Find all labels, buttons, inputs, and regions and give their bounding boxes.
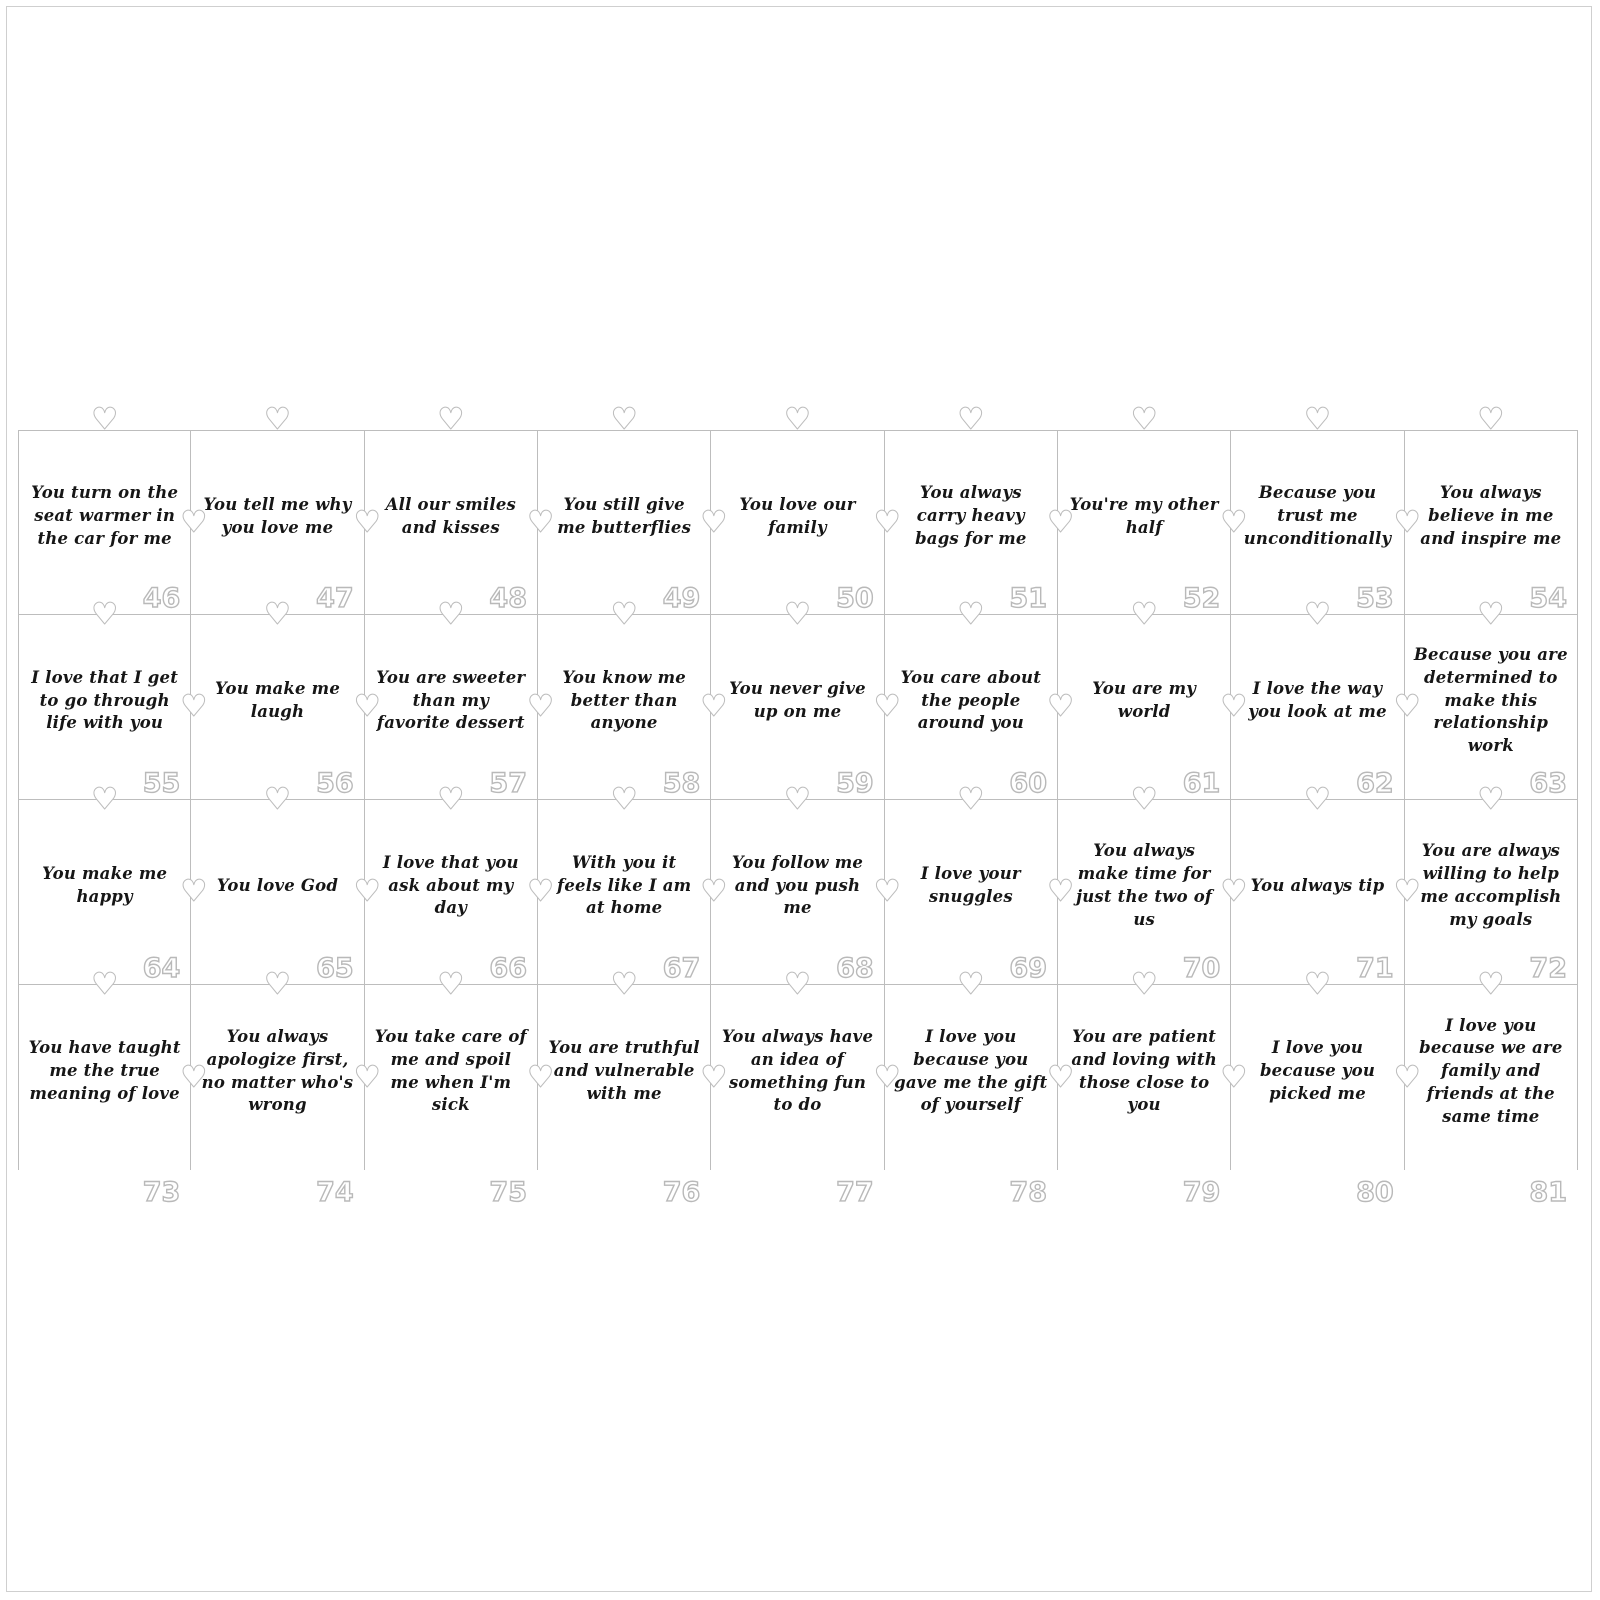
heart-knob-icon: ♥ — [1393, 504, 1421, 540]
piece-text: I love the way you look at me — [1248, 679, 1387, 721]
heart-knob-icon: ♥ — [873, 874, 901, 909]
piece-number: 56 — [316, 768, 354, 799]
puzzle-piece[interactable] — [365, 985, 554, 1208]
piece-number: 77 — [836, 1177, 874, 1208]
heart-knob-icon: ♥ — [1477, 597, 1505, 632]
puzzle-piece[interactable] — [365, 800, 554, 1002]
heart-knob-icon: ♥ — [700, 1059, 728, 1095]
piece-text: All our smiles and kisses — [385, 494, 517, 537]
puzzle-piece[interactable] — [538, 800, 728, 1002]
piece-text: You are patient and loving with those close to you — [1071, 1026, 1217, 1115]
piece-text: I love that you ask about my day — [382, 852, 519, 918]
puzzle-piece[interactable] — [885, 985, 1074, 1208]
heart-knob-icon: ♥ — [610, 782, 638, 817]
piece-text: You always believe in me and inspire me — [1420, 483, 1562, 548]
heart-knob-icon: ♥ — [700, 874, 728, 909]
piece-text: You never give up on me — [729, 679, 866, 721]
puzzle-piece[interactable] — [1058, 800, 1248, 1002]
piece-number: 54 — [1529, 583, 1567, 614]
piece-number: 47 — [316, 583, 354, 614]
heart-knob-icon: ♥ — [784, 782, 811, 817]
piece-number: 69 — [1009, 953, 1047, 984]
heart-knob-icon: ♥ — [1477, 967, 1505, 1002]
heart-knob-icon: ♥ — [610, 967, 638, 1002]
puzzle-piece[interactable] — [1231, 985, 1421, 1208]
heart-knob-icon: ♥ — [1130, 597, 1158, 632]
heart-knob-icon: ♥ — [264, 967, 291, 1002]
piece-number: 51 — [1009, 583, 1047, 614]
heart-knob-icon: ♥ — [957, 597, 985, 632]
piece-number: 76 — [662, 1177, 701, 1208]
heart-knob-icon: ♥ — [1304, 402, 1331, 437]
heart-knob-icon: ♥ — [700, 504, 728, 540]
heart-knob-icon: ♥ — [610, 597, 638, 632]
piece-text: You are truthful and vulnerable with me — [548, 1038, 700, 1103]
piece-text: I love you because we are family and friends at the same time — [1419, 1015, 1563, 1126]
piece-number: 52 — [1182, 583, 1221, 614]
piece-text: You make me happy — [42, 864, 168, 906]
puzzle-piece[interactable] — [538, 615, 728, 817]
puzzle-piece[interactable] — [1058, 615, 1248, 817]
heart-knob-icon: ♥ — [1220, 874, 1248, 909]
piece-number: 46 — [142, 583, 181, 614]
heart-knob-icon: ♥ — [264, 782, 291, 817]
puzzle-grid — [18, 402, 1578, 1208]
piece-text: I love that I get to go through life with you — [31, 667, 179, 733]
piece-number: 71 — [1356, 953, 1394, 984]
piece-text: You always tip — [1250, 875, 1385, 895]
piece-text: You always carry heavy bags for me — [915, 483, 1027, 548]
heart-knob-icon: ♥ — [180, 689, 208, 724]
piece-number: 79 — [1182, 1177, 1221, 1208]
puzzle-board — [18, 402, 1578, 1208]
heart-knob-icon: ♥ — [527, 689, 554, 724]
piece-text: You're my other half — [1069, 494, 1219, 537]
heart-knob-icon: ♥ — [610, 402, 638, 437]
heart-knob-icon: ♥ — [957, 402, 985, 437]
piece-number: 66 — [489, 953, 527, 984]
heart-knob-icon: ♥ — [353, 1059, 381, 1095]
piece-number: 70 — [1182, 953, 1221, 984]
heart-knob-icon: ♥ — [1477, 782, 1505, 817]
heart-knob-icon: ♥ — [180, 504, 208, 540]
puzzle-piece[interactable] — [1405, 985, 1578, 1208]
piece-text: You care about the people around you — [900, 667, 1042, 733]
heart-knob-icon: ♥ — [1130, 967, 1158, 1002]
heart-knob-icon: ♥ — [437, 597, 465, 632]
heart-knob-icon: ♥ — [91, 782, 119, 817]
piece-text: Because you trust me unconditionally — [1243, 483, 1392, 548]
piece-text: I love you because you gave me the gift of yourself — [894, 1026, 1048, 1115]
heart-knob-icon: ♥ — [264, 402, 291, 437]
piece-number: 68 — [836, 953, 874, 984]
heart-knob-icon: ♥ — [1047, 1059, 1074, 1095]
puzzle-piece[interactable] — [1231, 402, 1421, 632]
piece-number: 65 — [316, 953, 354, 984]
piece-text: You are sweeter than my favorite dessert — [376, 667, 526, 733]
heart-knob-icon: ♥ — [527, 1059, 554, 1095]
heart-knob-icon: ♥ — [353, 874, 381, 909]
puzzle-piece[interactable] — [538, 985, 728, 1208]
piece-number: 75 — [489, 1177, 527, 1208]
puzzle-piece[interactable] — [191, 615, 381, 817]
puzzle-piece[interactable] — [365, 402, 554, 632]
piece-text: Because you are determined to make this relationship work — [1413, 645, 1568, 756]
heart-knob-icon: ♥ — [437, 967, 465, 1002]
piece-number: 63 — [1529, 768, 1567, 799]
puzzle-piece[interactable] — [191, 402, 381, 632]
heart-knob-icon: ♥ — [957, 782, 985, 817]
heart-knob-icon: ♥ — [527, 504, 554, 540]
piece-number: 61 — [1182, 768, 1221, 799]
piece-text: With you it feels like I am at home — [557, 852, 692, 918]
puzzle-piece[interactable] — [1405, 402, 1578, 632]
heart-knob-icon: ♥ — [1130, 402, 1158, 437]
piece-number: 67 — [662, 953, 701, 984]
piece-number: 50 — [836, 583, 874, 614]
piece-number: 81 — [1529, 1177, 1567, 1208]
piece-number: 80 — [1356, 1177, 1394, 1208]
puzzle-piece[interactable] — [191, 800, 381, 1002]
heart-knob-icon: ♥ — [1393, 689, 1421, 724]
puzzle-piece[interactable] — [885, 615, 1074, 817]
heart-knob-icon: ♥ — [1393, 1059, 1421, 1095]
heart-knob-icon: ♥ — [180, 1059, 208, 1095]
puzzle-piece[interactable] — [18, 985, 208, 1208]
piece-text: You make me laugh — [214, 679, 341, 721]
piece-number: 72 — [1529, 953, 1567, 984]
heart-knob-icon: ♥ — [437, 782, 465, 817]
heart-knob-icon: ♥ — [1047, 689, 1074, 724]
piece-text: You love God — [216, 875, 339, 895]
puzzle-piece[interactable] — [191, 985, 381, 1208]
heart-knob-icon: ♥ — [264, 597, 291, 632]
heart-knob-icon: ♥ — [1220, 1059, 1248, 1095]
piece-number: 48 — [489, 583, 527, 614]
piece-number: 58 — [662, 768, 701, 799]
piece-text: You take care of me and spoil me when I'm sick — [374, 1026, 527, 1115]
piece-text: You follow me and you push me — [731, 852, 864, 918]
puzzle-piece[interactable] — [18, 402, 208, 632]
puzzle-piece[interactable] — [711, 800, 901, 1002]
heart-knob-icon: ♥ — [873, 504, 901, 540]
heart-knob-icon: ♥ — [1047, 504, 1074, 540]
puzzle-piece[interactable] — [711, 615, 901, 817]
puzzle-piece[interactable] — [1405, 615, 1578, 817]
heart-knob-icon: ♥ — [700, 689, 728, 724]
piece-number: 64 — [142, 953, 181, 984]
piece-number: 59 — [836, 768, 874, 799]
piece-text: You always make time for just the two of us — [1076, 841, 1213, 929]
piece-text: You know me better than anyone — [562, 667, 686, 733]
puzzle-piece[interactable] — [885, 402, 1074, 632]
heart-knob-icon: ♥ — [527, 874, 554, 909]
puzzle-piece[interactable] — [18, 800, 208, 1002]
piece-text: You tell me why you love me — [203, 494, 352, 537]
heart-knob-icon: ♥ — [873, 689, 901, 724]
heart-knob-icon: ♥ — [784, 967, 811, 1002]
piece-number: 49 — [662, 583, 701, 614]
piece-number: 53 — [1356, 583, 1394, 614]
piece-text: I love you because you picked me — [1259, 1038, 1376, 1103]
heart-knob-icon: ♥ — [1220, 504, 1248, 540]
heart-knob-icon: ♥ — [353, 689, 381, 724]
puzzle-piece[interactable] — [885, 800, 1074, 1002]
puzzle-piece[interactable] — [711, 402, 901, 632]
piece-text: I love your snuggles — [920, 864, 1021, 906]
piece-number: 78 — [1009, 1177, 1047, 1208]
piece-number: 73 — [142, 1177, 181, 1208]
piece-text: You are always willing to help me accomplish my goals — [1420, 841, 1562, 929]
piece-text: You have taught me the true meaning of love — [28, 1038, 181, 1103]
piece-text: You always apologize first, no matter who's wrong — [201, 1026, 354, 1115]
puzzle-piece[interactable] — [18, 615, 208, 817]
piece-number: 74 — [316, 1177, 354, 1208]
puzzle-piece[interactable] — [365, 615, 554, 817]
puzzle-piece[interactable] — [1231, 615, 1421, 817]
heart-knob-icon: ♥ — [91, 402, 119, 437]
heart-knob-icon: ♥ — [1047, 874, 1074, 909]
heart-knob-icon: ♥ — [437, 402, 465, 437]
heart-knob-icon: ♥ — [784, 402, 811, 437]
heart-knob-icon: ♥ — [957, 967, 985, 1002]
heart-knob-icon: ♥ — [1304, 782, 1331, 817]
piece-text: You are my world — [1092, 679, 1197, 721]
heart-knob-icon: ♥ — [353, 504, 381, 540]
puzzle-piece[interactable] — [538, 402, 728, 632]
heart-knob-icon: ♥ — [1304, 597, 1331, 632]
piece-number: 55 — [142, 768, 181, 799]
piece-text: You love our family — [739, 494, 856, 537]
puzzle-piece[interactable] — [1405, 800, 1578, 1002]
piece-text: You still give me butterflies — [557, 494, 692, 537]
piece-text: You always have an idea of something fun to do — [721, 1026, 874, 1115]
heart-knob-icon: ♥ — [1304, 967, 1331, 1002]
piece-text: You turn on the seat warmer in the car for me — [31, 483, 179, 548]
puzzle-piece[interactable] — [711, 985, 901, 1208]
heart-knob-icon: ♥ — [1477, 402, 1505, 437]
piece-number: 57 — [489, 768, 527, 799]
heart-knob-icon: ♥ — [180, 874, 208, 909]
puzzle-piece[interactable] — [1058, 985, 1248, 1208]
piece-number: 60 — [1009, 768, 1047, 799]
heart-knob-icon: ♥ — [91, 597, 119, 632]
heart-knob-icon: ♥ — [91, 967, 119, 1002]
puzzle-piece[interactable] — [1058, 402, 1248, 632]
heart-knob-icon: ♥ — [873, 1059, 901, 1095]
heart-knob-icon: ♥ — [1220, 689, 1248, 724]
heart-knob-icon: ♥ — [784, 597, 811, 632]
heart-knob-icon: ♥ — [1130, 782, 1158, 817]
piece-number: 62 — [1356, 768, 1394, 799]
heart-knob-icon: ♥ — [1393, 874, 1421, 909]
puzzle-piece[interactable] — [1231, 800, 1421, 1002]
